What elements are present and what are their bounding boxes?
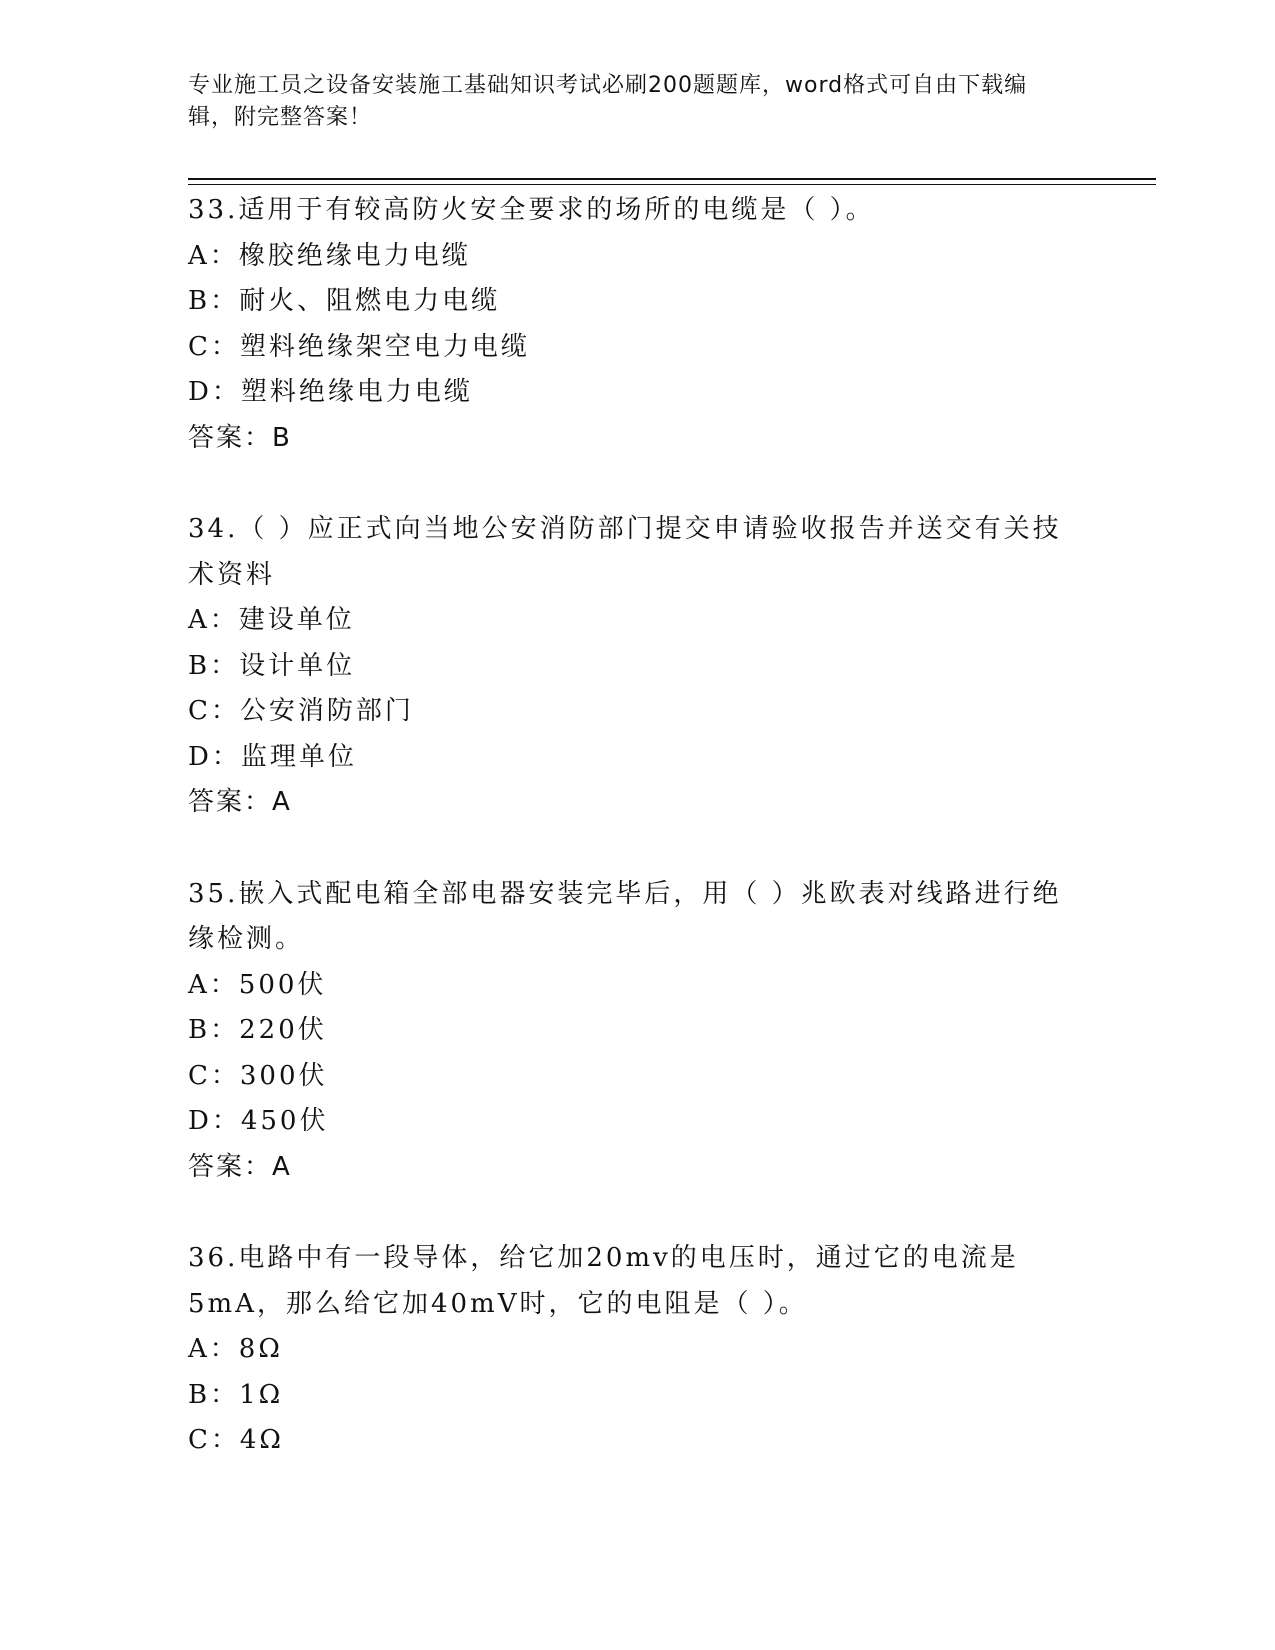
question-36 xyxy=(188,1236,1078,1464)
question-stem: 36.电路中有一段导体，给它加20mv的电压时，通过它的电流是5mA，那么给它加40mV时，它的电阻是（ ）。 xyxy=(188,1243,1019,1319)
answer-line: 答案：A xyxy=(188,1151,292,1182)
question-stem: 35.嵌入式配电箱全部电器安装完毕后，用（ ）兆欧表对线路进行绝缘检测。 xyxy=(188,878,1062,954)
option-d: D：监理单位 xyxy=(188,741,357,772)
document-header: 专业施工员之设备安装施工基础知识考试必刷200题题库，word格式可自由下载编辑，附完整答案！ xyxy=(188,73,1028,130)
option-d: D：塑料绝缘电力电缆 xyxy=(188,377,473,407)
option-b: B：设计单位 xyxy=(188,650,356,681)
question-stem: 33.适用于有较高防火安全要求的场所的电缆是（ ）。 xyxy=(188,195,875,225)
option-a: A：橡胶绝缘电力电缆 xyxy=(188,240,471,271)
question-stem: 34.（ ）应正式向当地公安消防部门提交申请验收报告并送交有关技术资料 xyxy=(188,514,1062,590)
option-b: B：220伏 xyxy=(188,1015,327,1045)
option-b: B：1Ω xyxy=(188,1379,284,1410)
option-a: A：建设单位 xyxy=(188,605,355,635)
question-33 xyxy=(188,188,1078,461)
header-divider-thick xyxy=(188,178,1156,180)
option-d: D：450伏 xyxy=(188,1106,329,1136)
question-list xyxy=(188,188,1078,1510)
question-35 xyxy=(188,872,1078,1191)
option-b: B：耐火、阻燃电力电缆 xyxy=(188,286,501,316)
option-a: A：8Ω xyxy=(188,1334,283,1364)
answer-line: 答案：B xyxy=(188,422,292,453)
option-c: C：300伏 xyxy=(188,1060,328,1091)
option-c: C：4Ω xyxy=(188,1425,284,1455)
option-c: C：塑料绝缘架空电力电缆 xyxy=(188,331,530,362)
option-a: A：500伏 xyxy=(188,969,327,1000)
answer-line: 答案：A xyxy=(188,787,292,817)
header-divider-thin xyxy=(188,184,1156,185)
question-34 xyxy=(188,507,1078,826)
option-c: C：公安消防部门 xyxy=(188,696,414,726)
